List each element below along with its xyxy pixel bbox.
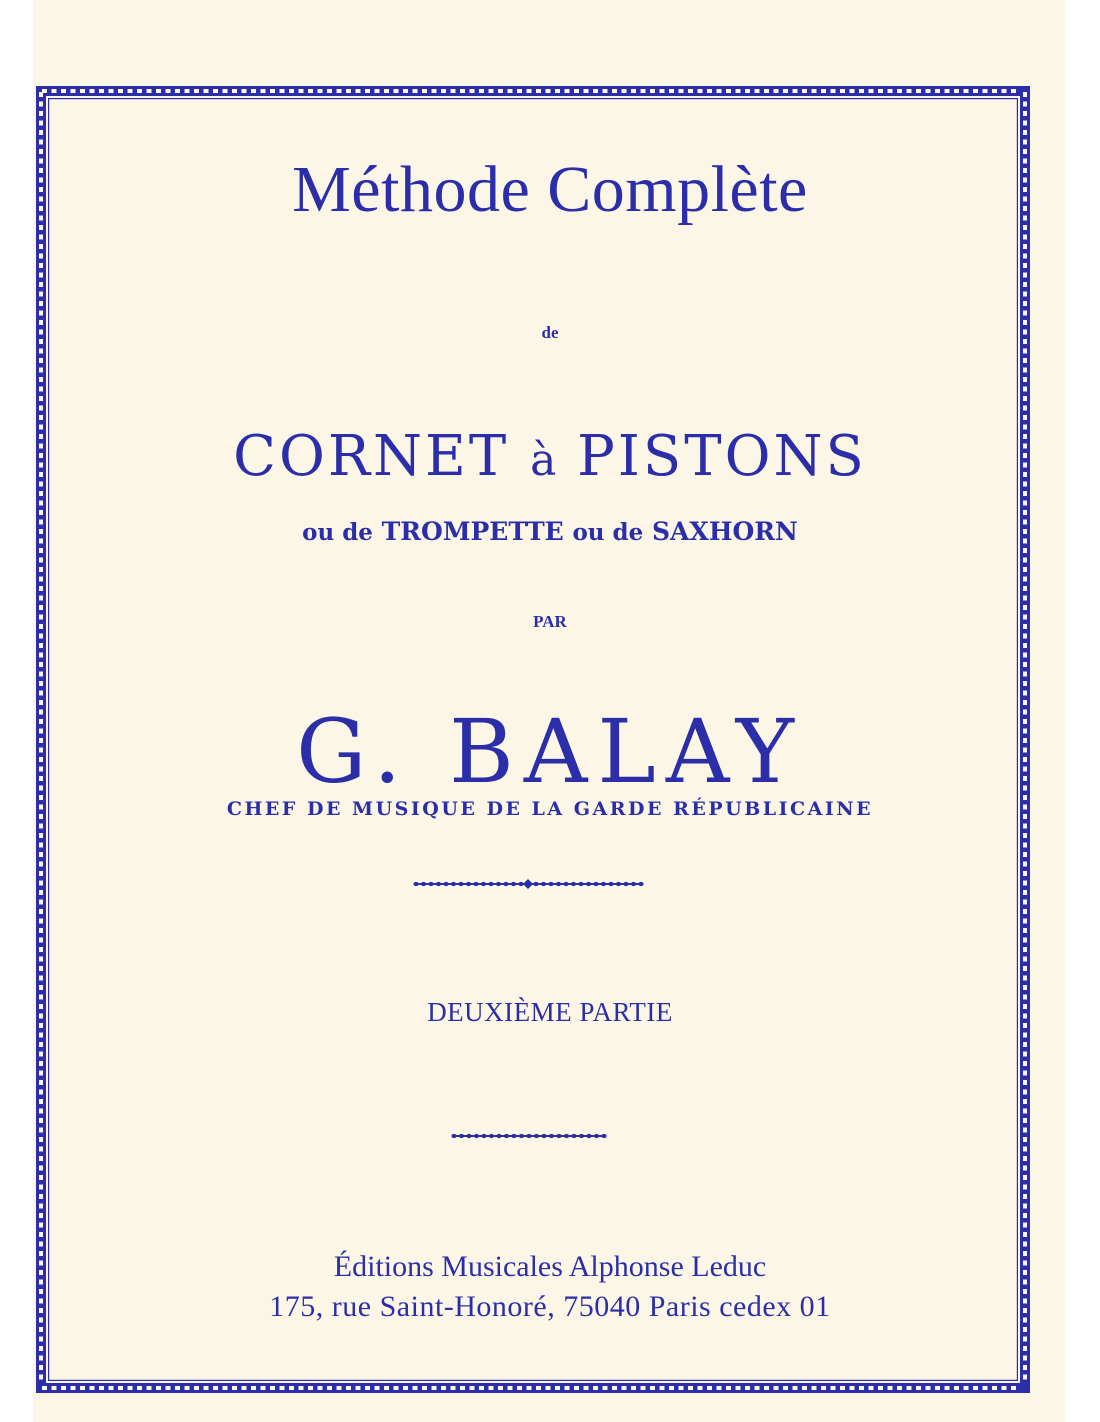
ornament-rule-bottom bbox=[448, 1128, 614, 1144]
alt-prefix-2: ou de bbox=[572, 519, 644, 546]
author-name: G. BALAY bbox=[296, 700, 804, 803]
ornament-rule-top bbox=[410, 876, 650, 892]
instrument-title bbox=[0, 424, 1100, 489]
alt-prefix-1: ou de bbox=[302, 519, 373, 546]
instrument-alternatives bbox=[0, 517, 1100, 546]
connector-de: de bbox=[541, 323, 559, 342]
publisher-name: Éditions Musicales Alphonse Leduc bbox=[333, 1250, 767, 1283]
alt-saxhorn: SAXHORN bbox=[651, 517, 798, 546]
by-label: PAR bbox=[533, 612, 567, 631]
part-label: DEUXIÈME PARTIE bbox=[427, 997, 673, 1027]
instrument-cornet: CORNET bbox=[233, 424, 510, 489]
alt-trompette: TROMPETTE bbox=[381, 517, 564, 546]
page-title: Méthode Complète bbox=[292, 153, 808, 226]
author-title: CHEF DE MUSIQUE DE LA GARDE RÉPUBLICAINE bbox=[226, 798, 874, 820]
instrument-pistons: PISTONS bbox=[577, 424, 867, 489]
publisher-address: 175, rue Saint-Honoré, 75040 Paris cedex 01 bbox=[269, 1290, 831, 1323]
instrument-a: à bbox=[530, 435, 557, 486]
